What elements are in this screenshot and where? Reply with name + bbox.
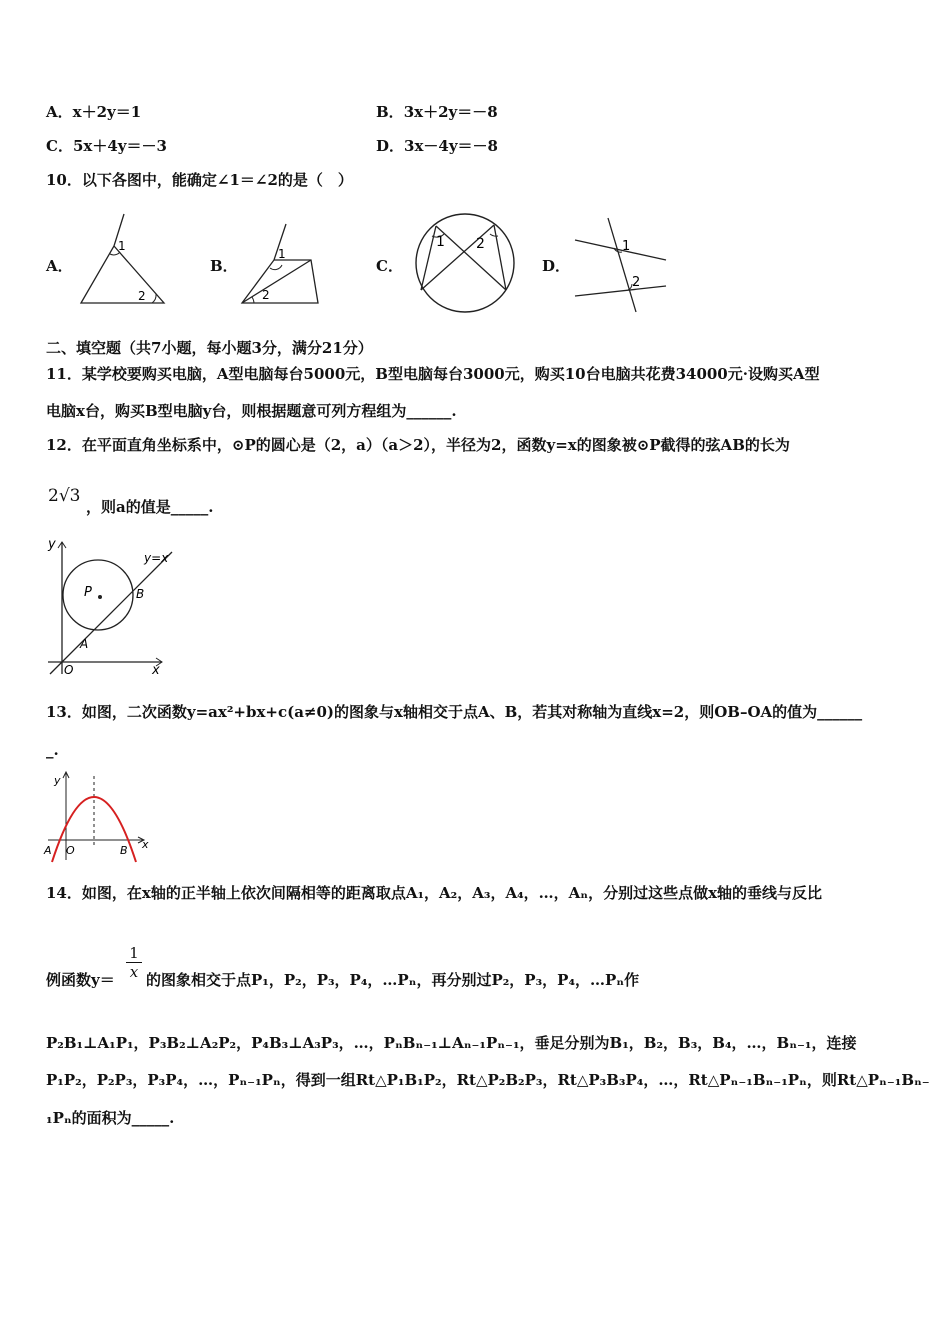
q14-line-4: P₁P₂，P₂P₃，P₃P₄，…，Pₙ₋₁Pₙ，得到一组Rt△P₁B₁P₂，Rt△P₂B₂P₃，Rt△P₃B₃P₄，…，Rt△Pₙ₋₁Bₙ₋₁Pₙ，则Rt△Pₙ₋₁Bₙ₋ [46, 1071, 930, 1089]
q13-line-2: _. [46, 741, 59, 759]
q14-line-2-pre: 例函数y＝ [46, 971, 115, 989]
q10-stem: 10．以下各图中，能确定∠1＝∠2的是（ ） [46, 171, 353, 189]
q14-line-1: 14．如图，在x轴的正半轴上依次间隔相等的距离取点A₁，A₂，A₃，A₄，…，Aₙ，分别过这些点做x轴的垂线与反比 [46, 884, 823, 902]
origin-label: O [66, 844, 75, 857]
q9-option-c [46, 136, 167, 156]
y-axis-label: y [48, 537, 56, 552]
q10-figure-a [76, 210, 171, 310]
fraction-numerator: 1 [126, 944, 142, 963]
q12-figure [40, 534, 180, 680]
q11-line-1: 11．某学校要购买电脑，A型电脑每台5000元，B型电脑每台3000元，购买10台电脑共花费34000元·设购买A型 [46, 365, 820, 383]
q10-figure-d [570, 214, 670, 318]
q12-line-1: 12．在平面直角坐标系中，⊙P的圆心是（2，a）（a＞2），半径为2，函数y=x的图象被⊙P截得的弦AB的长为 [46, 436, 790, 454]
origin-label: O [64, 663, 74, 677]
angle-1-label: 1 [436, 234, 445, 250]
option-label: D． [376, 137, 405, 155]
point-b-label: B [120, 844, 128, 857]
q9-option-a [46, 102, 141, 122]
angle-2-label: 2 [138, 289, 146, 303]
q14-fraction [126, 944, 142, 981]
angle-2-label: 2 [632, 275, 641, 290]
q11-line-2: 电脑x台，购买B型电脑y台，则根据题意可列方程组为______. [46, 402, 457, 420]
q12-line-2: ，则a的值是_____. [86, 498, 214, 516]
option-text: 3x＋2y＝－8 [403, 103, 498, 121]
q14-line-3: P₂B₁⊥A₁P₁，P₃B₂⊥A₂P₂，P₄B₃⊥A₃P₃，…，PₙBₙ₋₁⊥Aₙ₋₁Pₙ₋₁，垂足分别为B₁，B₂，B₃，B₄，…，Bₙ₋₁，连接 [46, 1034, 857, 1052]
q10-label-b: B． [210, 257, 238, 275]
angle-2-label: 2 [262, 288, 270, 302]
option-label: B． [376, 103, 404, 121]
q9-option-b [376, 102, 498, 122]
point-a-label: A [80, 637, 89, 651]
point-b-label: B [136, 587, 145, 601]
q12-radical: 2√3 [48, 486, 81, 506]
q10-figure-b [238, 220, 323, 310]
option-label: A． [46, 103, 73, 121]
angle-1-label: 1 [118, 239, 126, 253]
angle-1-label: 1 [278, 247, 286, 261]
q10-label-a: A． [46, 257, 73, 275]
line-label: y=x [144, 551, 169, 565]
q10-label-d: D． [542, 257, 571, 275]
q9-option-d [376, 136, 498, 156]
section-heading: 二、填空题（共7小题，每小题3分，满分21分） [46, 339, 373, 357]
q10-figure-c [412, 206, 522, 320]
option-text: x＋2y＝1 [72, 103, 142, 121]
option-text: 5x＋4y＝－3 [72, 137, 167, 155]
x-axis-label: x [142, 838, 149, 851]
y-axis-label: y [54, 774, 61, 787]
q14-line-5: ₁Pₙ的面积为_____. [46, 1109, 175, 1127]
angle-1-label: 1 [622, 239, 631, 254]
option-text: 3x－4y＝－8 [404, 137, 498, 155]
option-label: C． [46, 137, 73, 155]
center-label: P [84, 585, 92, 600]
q10-label-c: C． [376, 257, 403, 275]
x-axis-label: x [152, 663, 160, 678]
q13-figure [40, 768, 152, 866]
angle-2-label: 2 [476, 236, 485, 252]
fraction-denominator: x [129, 963, 139, 981]
q14-line-2-post: 的图象相交于点P₁，P₂，P₃，P₄，…Pₙ，再分别过P₂，P₃，P₄，…Pₙ作 [146, 971, 640, 989]
q13-line-1: 13．如图，二次函数y=ax²+bx+c(a≠0)的图象与x轴相交于点A、B，若其对称轴为直线x=2，则OB–OA的值为______ [46, 703, 863, 721]
point-a-label: A [44, 844, 52, 857]
